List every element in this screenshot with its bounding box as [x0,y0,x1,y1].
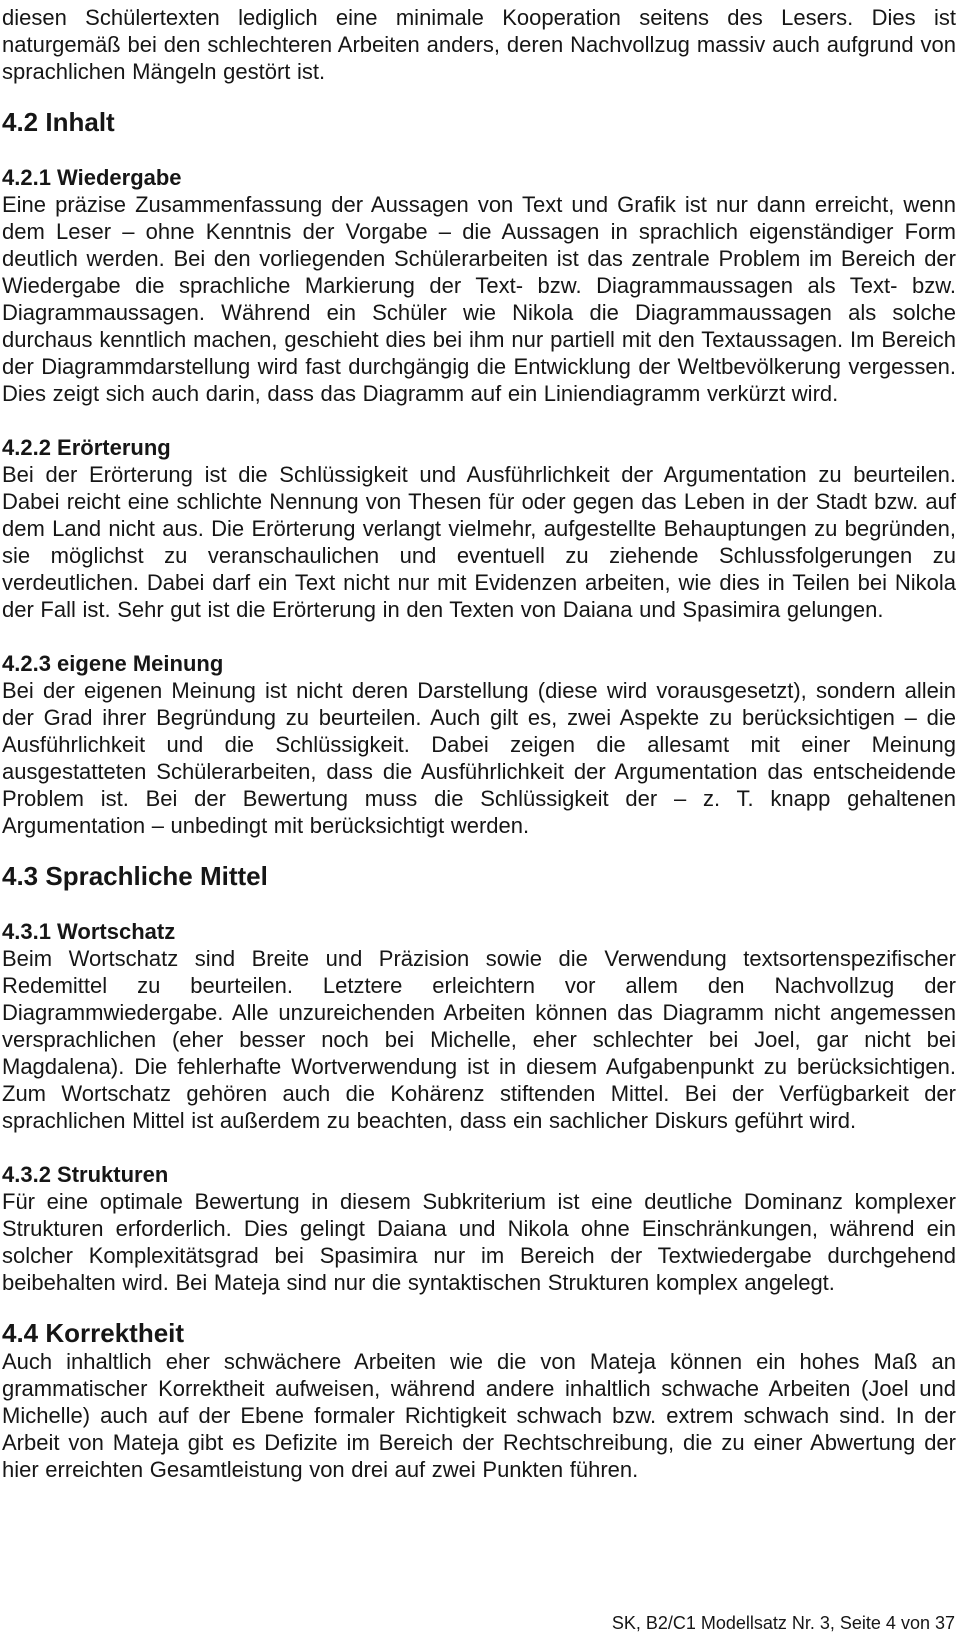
paragraph-eigene-meinung: Bei der eigenen Meinung ist nicht deren Darstellung (diese wird vorausgesetzt), sondern allein der Grad ihrer Begründung zu beurteilen. Auch gilt es, zwei Aspekte zu berücksichtigen – die Ausführlichkeit und die Schlüssigkeit. Dabei zeigen die allesamt mit einer Meinung ausgestatteten Schülerarbeiten, dass die Ausführlichkeit der Argumentation das entscheidende Problem ist. Bei der Bewertung muss die Schlüssigkeit der – z. T. knapp gehaltenen Argumentation – unbedingt mit berücksichtigt werden. [2,678,956,838]
paragraph-korrektheit: Auch inhaltlich eher schwächere Arbeiten wie die von Mateja können ein hohes Maß an grammatischer Korrektheit aufweisen, während andere inhaltlich schwache Arbeiten (Joel und Michelle) auch auf der Ebene formaler Richtigkeit schwach bzw. extrem schwach sind. In der Arbeit von Mateja gibt es Defizite im Bereich der Rechtschreibung, die zu einer Abwertung der hier erreichten Gesamtleistung von drei auf zwei Punkten führen. [2,1349,956,1482]
intro-paragraph: diesen Schülertexten lediglich eine minimale Kooperation seitens des Lesers. Dies ist naturgemäß bei den schlechteren Arbeiten anders, deren Nachvollzug massiv auch aufgrund von sprachlichen Mängeln gestört ist. [2,5,956,84]
heading-4-2-1-wiedergabe: 4.2.1 Wiedergabe [2,165,182,190]
heading-4-4-korrektheit: 4.4 Korrektheit [2,1318,185,1348]
heading-4-3-2-strukturen: 4.3.2 Strukturen [2,1162,169,1187]
page-footer: SK, B2/C1 Modellsatz Nr. 3, Seite 4 von 37 [611,1613,955,1633]
heading-4-2-inhalt: 4.2 Inhalt [2,107,115,137]
paragraph-strukturen: Für eine optimale Bewertung in diesem Subkriterium ist eine deutliche Dominanz komplexer Strukturen erforderlich. Dies gelingt Daiana und Nikola ohne Einschränkungen, während ein solcher Komplexitätsgrad bei Spasimira nur im Bereich der Textwiedergabe durchgehend beibehalten wird. Bei Mateja sind nur die syntaktischen Strukturen komplex angelegt. [2,1189,956,1295]
paragraph-wortschatz: Beim Wortschatz sind Breite und Präzision sowie die Verwendung textsortenspezifischer Redemittel zu beurteilen. Letztere erleichtern vor allem den Nachvollzug der Diagrammwiedergabe. Alle unzureichenden Arbeiten können das Diagramm nicht angemessen versprachlichen (eher besser noch bei Michelle, eher schlechter bei Joel, gar nicht bei Magdalena). Die fehlerhafte Wortverwendung ist in diesem Aufgabenpunkt zu berücksichtigen. Zum Wortschatz gehören auch die Kohärenz stiftenden Mittel. Bei der Verfügbarkeit der sprachlichen Mittel ist außerdem zu beachten, dass ein sachlicher Diskurs geführt wird. [2,946,956,1133]
paragraph-eroerterung: Bei der Erörterung ist die Schlüssigkeit und Ausführlichkeit der Argumentation zu beurteilen. Dabei reicht eine schlichte Nennung von Thesen für oder gegen das Leben in der Stadt bzw. auf dem Land nicht aus. Die Erörterung verlangt vielmehr, aufgestellte Behauptungen zu begründen, sie möglichst zu veranschaulichen und eventuell zu ziehende Schlussfolgerungen zu verdeutlichen. Dabei darf ein Text nicht nur mit Evidenzen arbeiten, wie dies in Teilen bei Nikola der Fall ist. Sehr gut ist die Erörterung in den Texten von Daiana und Spasimira gelungen. [2,462,956,622]
heading-4-2-2-eroerterung: 4.2.2 Erörterung [2,435,171,460]
heading-4-3-1-wortschatz: 4.3.1 Wortschatz [2,919,176,944]
paragraph-wiedergabe: Eine präzise Zusammenfassung der Aussagen von Text und Grafik ist nur dann erreicht, wenn dem Leser – ohne Kenntnis der Vorgabe – die Aussagen in sprachlich eigenständiger Form deutlich werden. Bei den vorliegenden Schülerarbeiten ist das zentrale Problem im Bereich der Wiedergabe die sprachliche Markierung der Text- bzw. Diagrammaussagen als Text- bzw. Diagrammaussagen. Während ein Schüler wie Nikola die Diagrammaussagen als solche durchaus kenntlich machen, geschieht dies bei ihm nur partiell mit den Textaussagen. Im Bereich der Diagrammdarstellung wird fast durchgängig die Entwicklung der Weltbevölkerung vergessen. Dies zeigt sich auch darin, dass das Diagramm auf ein Liniendiagramm verkürzt wird. [2,192,956,406]
heading-4-3-sprachliche-mittel: 4.3 Sprachliche Mittel [2,861,268,891]
heading-4-2-3-eigene-meinung: 4.2.3 eigene Meinung [2,651,224,676]
